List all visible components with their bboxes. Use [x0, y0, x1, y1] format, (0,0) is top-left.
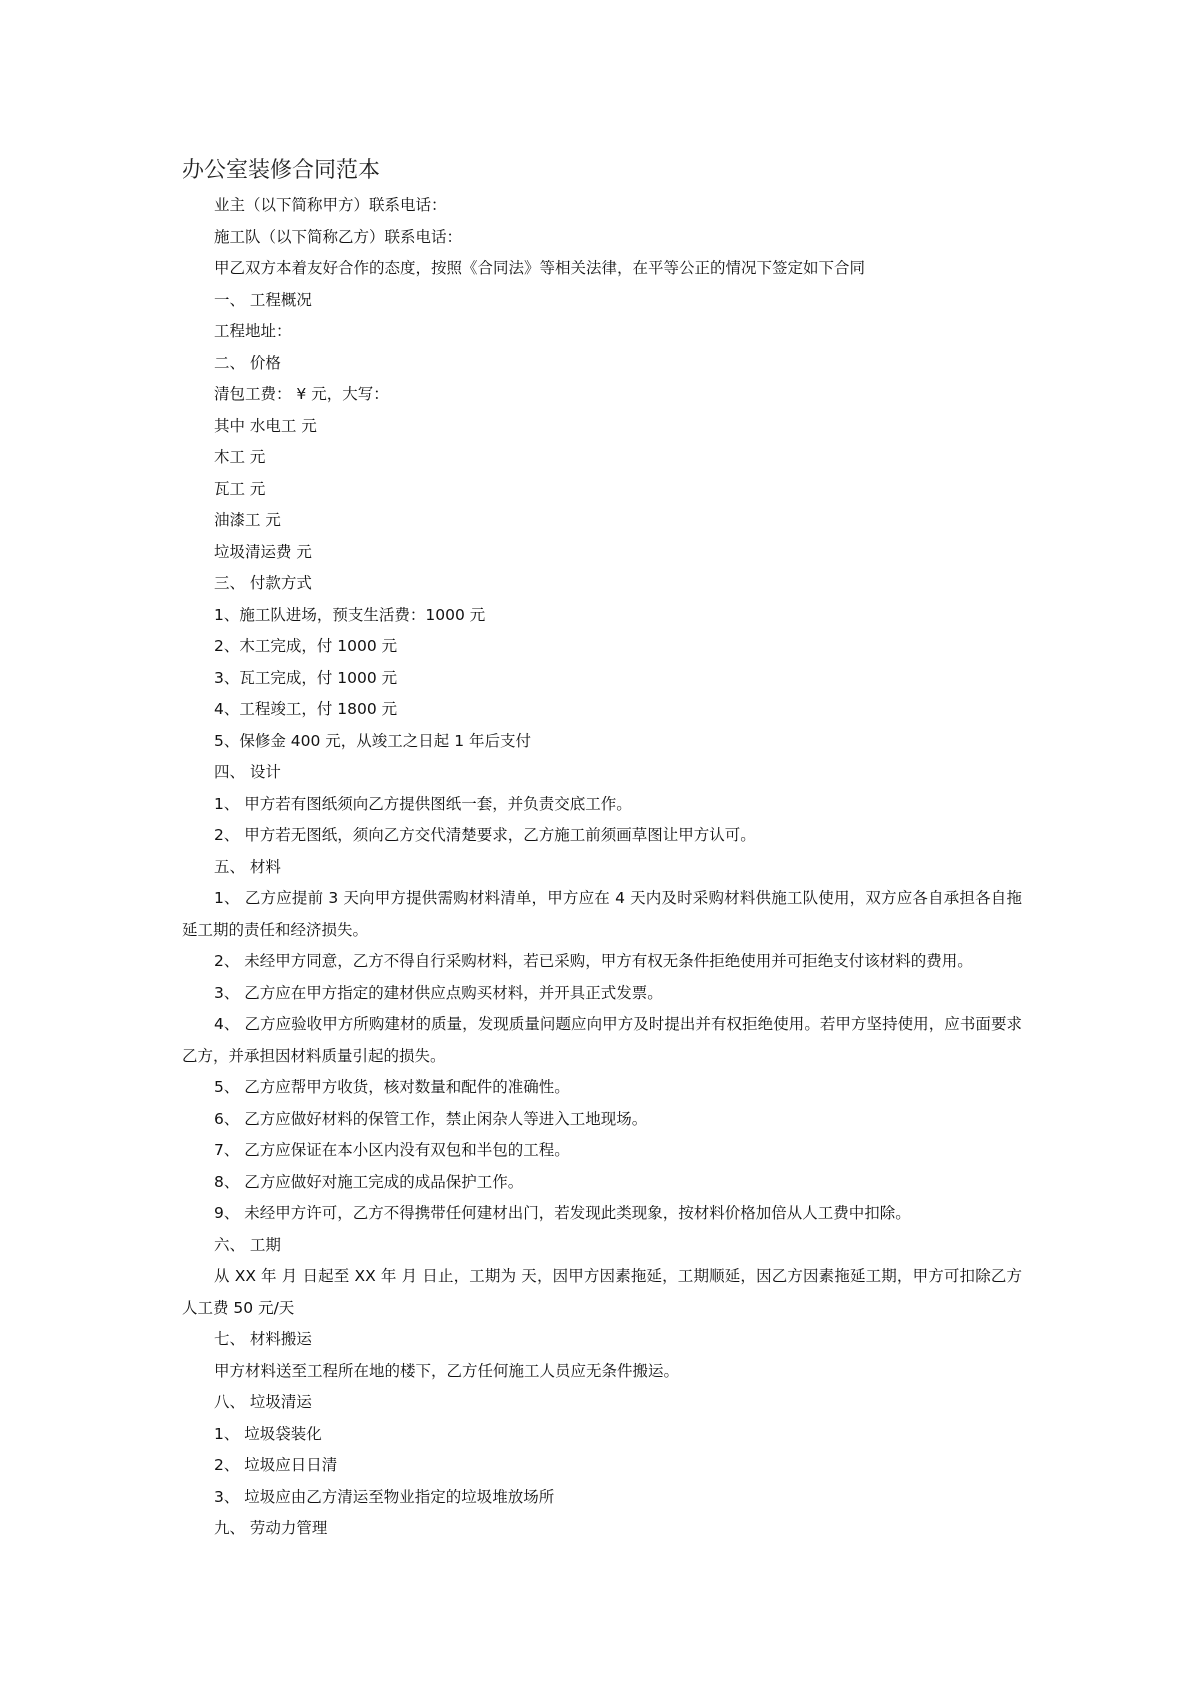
section-heading-material-handling: 七、 材料搬运 [214, 1330, 312, 1348]
paragraph-labor-fee: 清包工费： ¥ 元，大写： [214, 385, 389, 403]
waste-item: 2、 垃圾应日日清 [214, 1456, 338, 1474]
design-item: 1、 甲方若有图纸须向乙方提供图纸一套，并负责交底工作。 [214, 794, 632, 813]
materials-item: 3、 乙方应在甲方指定的建材供应点购买材料，并开具正式发票。 [214, 983, 663, 1002]
document-body [182, 190, 1022, 1545]
paragraph-painting: 油漆工 元 [214, 511, 281, 529]
materials-item: 1、 乙方应提前 3 天向甲方提供需购材料清单，甲方应在 4 天内及时采购材料供施工队使用，双方应各自承担各自拖延工期的责任和经济损失。 [182, 889, 1022, 939]
section-heading-design: 四、 设计 [214, 763, 281, 781]
section-heading-waste-removal: 八、 垃圾清运 [214, 1393, 312, 1411]
paragraph-schedule: 从 XX 年 月 日起至 XX 年 月 日止，工期为 天，因甲方因素拖延，工期顺延，因乙方因素拖延工期，甲方可扣除乙方人工费 50 元/天 [182, 1267, 1022, 1317]
paragraph-plumbing-electrical: 其中 水电工 元 [214, 416, 317, 435]
materials-item: 5、 乙方应帮甲方收货，核对数量和配件的准确性。 [214, 1078, 570, 1096]
paragraph-project-address: 工程地址： [214, 322, 292, 340]
paragraph-owner-contact: 业主（以下简称甲方）联系电话： [214, 196, 447, 214]
materials-item: 4、 乙方应验收甲方所购建材的质量，发现质量问题应向甲方及时提出并有权拒绝使用。若甲方坚持使用，应书面要求乙方，并承担因材料质量引起的损失。 [182, 1015, 1022, 1065]
waste-item: 1、 垃圾袋装化 [214, 1424, 322, 1443]
design-item: 2、 甲方若无图纸，须向乙方交代清楚要求，乙方施工前须画草图让甲方认可。 [214, 826, 756, 844]
section-heading-labor-management: 九、 劳动力管理 [214, 1519, 328, 1537]
paragraph-preamble: 甲乙双方本着友好合作的态度，按照《合同法》等相关法律，在平等公正的情况下签定如下合同 [214, 259, 866, 277]
materials-item: 2、 未经甲方同意，乙方不得自行采购材料，若已采购，甲方有权无条件拒绝使用并可拒绝支付该材料的费用。 [214, 952, 973, 970]
section-heading-schedule: 六、 工期 [214, 1235, 281, 1254]
section-heading-payment: 三、 付款方式 [214, 574, 312, 592]
paragraph-contractor-contact: 施工队（以下简称乙方）联系电话： [214, 227, 463, 246]
section-heading-price: 二、 价格 [214, 353, 281, 372]
section-heading-overview: 一、 工程概况 [214, 290, 312, 309]
paragraph-waste-fee: 垃圾清运费 元 [214, 542, 312, 561]
section-heading-materials: 五、 材料 [214, 857, 281, 876]
document-title: 办公室装修合同范本 [182, 158, 381, 183]
materials-item: 7、 乙方应保证在本小区内没有双包和半包的工程。 [214, 1141, 570, 1159]
waste-item: 3、 垃圾应由乙方清运至物业指定的垃圾堆放场所 [214, 1487, 555, 1506]
payment-item: 1、施工队进场，预支生活费：1000 元 [214, 605, 486, 624]
materials-item: 8、 乙方应做好对施工完成的成品保护工作。 [214, 1172, 524, 1191]
payment-item: 3、瓦工完成，付 1000 元 [214, 668, 398, 687]
materials-item: 6、 乙方应做好材料的保管工作，禁止闲杂人等进入工地现场。 [214, 1109, 648, 1128]
payment-item: 5、保修金 400 元，从竣工之日起 1 年后支付 [214, 731, 532, 750]
paragraph-tiling: 瓦工 元 [214, 479, 266, 498]
paragraph-carpentry: 木工 元 [214, 448, 266, 466]
materials-item: 9、 未经甲方许可，乙方不得携带任何建材出门，若发现此类现象，按材料价格加倍从人工费中扣除。 [214, 1204, 911, 1222]
paragraph-material-handling: 甲方材料送至工程所在地的楼下，乙方任何施工人员应无条件搬运。 [214, 1361, 680, 1380]
payment-item: 2、木工完成，付 1000 元 [214, 637, 398, 655]
payment-item: 4、工程竣工，付 1800 元 [214, 700, 398, 718]
